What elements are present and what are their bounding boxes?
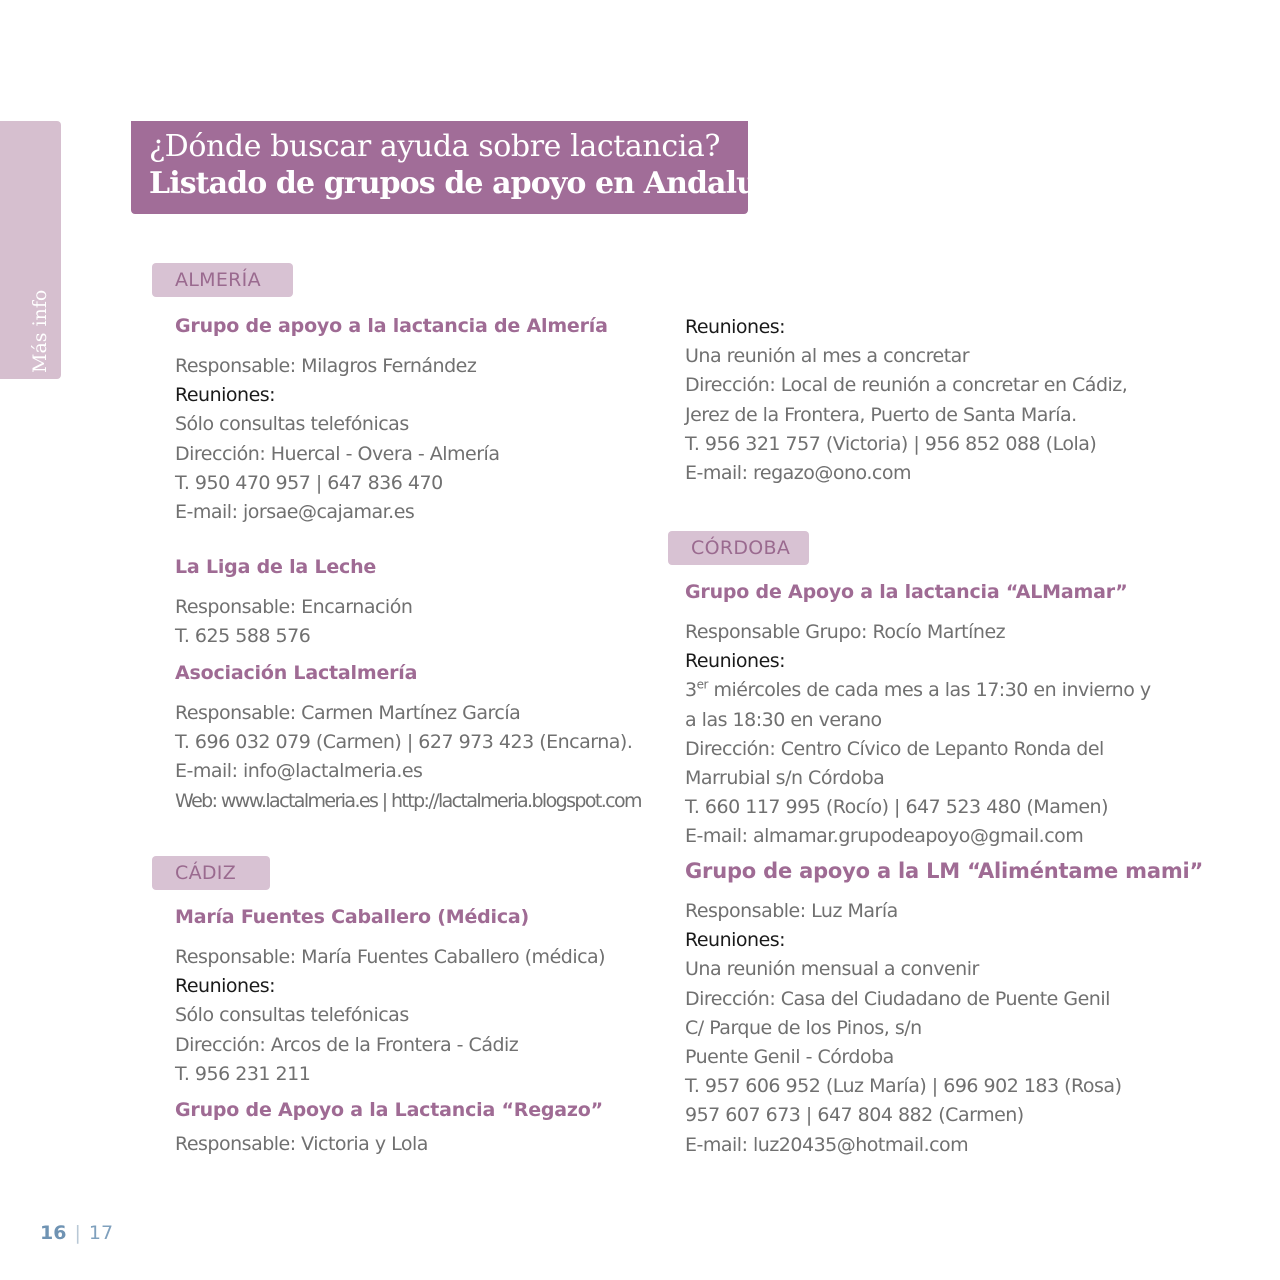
group-line: a las 18:30 en verano xyxy=(685,708,882,731)
group-name: Grupo de apoyo a la LM “Aliméntame mami” xyxy=(685,859,1204,883)
ordinal-suffix: er xyxy=(696,678,708,693)
group-line: Responsable Grupo: Rocío Martínez xyxy=(685,621,1006,643)
group-line: Reuniones: xyxy=(685,650,786,673)
group-line: Dirección: Centro Cívico de Lepanto Ronda del xyxy=(685,737,1104,760)
group-line: Dirección: Arcos de la Frontera - Cádiz xyxy=(175,1033,519,1056)
group-line: Una reunión mensual a convenir xyxy=(685,958,979,981)
group-line: Dirección: Huercal - Overa - Almería xyxy=(175,442,500,465)
region-header-cordoba: CÓRDOBA xyxy=(668,531,809,565)
group-line: Reuniones: xyxy=(175,384,276,407)
group-line: Marrubial s/n Córdoba xyxy=(685,767,885,790)
group-cordoba-alimentame xyxy=(685,860,1203,1160)
group-line: E-mail: regazo@ono.com xyxy=(685,462,911,485)
region-header-cadiz: CÁDIZ xyxy=(152,856,270,890)
group-line: Puente Genil - Córdoba xyxy=(685,1046,894,1069)
page-numbers xyxy=(40,1221,113,1245)
group-line: Dirección: Casa del Ciudadano de Puente Genil xyxy=(685,987,1110,1010)
group-name: La Liga de la Leche xyxy=(175,556,377,578)
group-almeria-apoyo xyxy=(175,315,608,527)
side-tab xyxy=(0,121,61,379)
group-line: E-mail: info@lactalmeria.es xyxy=(175,760,423,783)
group-line: E-mail: luz20435@hotmail.com xyxy=(685,1133,969,1156)
group-line: Responsable: Milagros Fernández xyxy=(175,355,477,377)
page-number-separator: | xyxy=(74,1222,81,1244)
group-line: Jerez de la Frontera, Puerto de Santa María. xyxy=(685,403,1077,426)
region-header-almeria: ALMERÍA xyxy=(152,263,293,297)
group-name: Grupo de apoyo a la lactancia de Almería xyxy=(175,315,608,337)
group-line: Responsable: Victoria y Lola xyxy=(175,1133,428,1155)
group-name: Grupo de Apoyo a la Lactancia “Regazo” xyxy=(175,1099,603,1121)
group-line: T. 956 321 757 (Victoria) | 956 852 088 (Lola) xyxy=(685,432,1097,455)
group-meeting-line xyxy=(685,676,1151,705)
group-line: Reuniones: xyxy=(175,975,276,998)
group-web-line: Web: www.lactalmeria.es | http://lactalmeria.blogspot.com xyxy=(175,789,641,812)
page-title-question: ¿Dónde buscar ayuda sobre lactancia? xyxy=(149,129,721,164)
group-line: Responsable: Carmen Martínez García xyxy=(175,702,521,724)
group-cadiz-regazo-continued xyxy=(685,313,1127,488)
group-line: Una reunión al mes a concretar xyxy=(685,345,970,368)
group-name: Grupo de Apoyo a la lactancia “ALMamar” xyxy=(685,581,1128,603)
group-line: T. 957 606 952 (Luz María) | 696 902 183 (Rosa) xyxy=(685,1075,1122,1098)
page-number-other: 17 xyxy=(88,1222,114,1244)
side-tab-label: Más info xyxy=(29,289,51,373)
group-line: Responsable: Encarnación xyxy=(175,596,413,618)
group-line: Responsable: Luz María xyxy=(685,900,898,922)
group-line: T. 660 117 995 (Rocío) | 647 523 480 (Mamen) xyxy=(685,796,1108,819)
group-line: T. 956 231 211 xyxy=(175,1062,311,1085)
group-line: E-mail: almamar.grupodeapoyo@gmail.com xyxy=(685,825,1084,848)
page-number-current: 16 xyxy=(40,1222,67,1244)
page-title-box xyxy=(131,121,804,214)
group-name: María Fuentes Caballero (Médica) xyxy=(175,906,530,928)
group-line: Sólo consultas telefónicas xyxy=(175,413,409,436)
group-cadiz-maria-fuentes xyxy=(175,906,605,1089)
group-line: E-mail: jorsae@cajamar.es xyxy=(175,501,415,524)
group-line: T. 625 588 576 xyxy=(175,625,311,648)
group-line: Reuniones: xyxy=(685,316,786,338)
group-almeria-lactalmeria xyxy=(175,662,641,816)
group-almeria-liga xyxy=(175,556,412,651)
group-line: Reuniones: xyxy=(685,929,786,952)
group-line: T. 950 470 957 | 647 836 470 xyxy=(175,471,443,494)
group-line: T. 696 032 079 (Carmen) | 627 973 423 (Encarna). xyxy=(175,731,633,754)
group-line: Sólo consultas telefónicas xyxy=(175,1004,409,1027)
group-cordoba-almamar xyxy=(685,581,1151,852)
meeting-text: miércoles de cada mes a las 17:30 en invierno y xyxy=(707,679,1151,702)
group-line: C/ Parque de los Pinos, s/n xyxy=(685,1016,922,1039)
group-line: 957 607 673 | 647 804 882 (Carmen) xyxy=(685,1104,1024,1127)
group-name: Asociación Lactalmería xyxy=(175,662,418,684)
group-line: Responsable: María Fuentes Caballero (médica) xyxy=(175,946,606,968)
group-cadiz-regazo xyxy=(175,1099,603,1159)
page-title-heading: Listado de grupos de apoyo en Andalucía xyxy=(149,166,804,201)
group-line: Dirección: Local de reunión a concretar en Cádiz, xyxy=(685,374,1128,397)
ordinal-number: 3 xyxy=(685,679,697,702)
